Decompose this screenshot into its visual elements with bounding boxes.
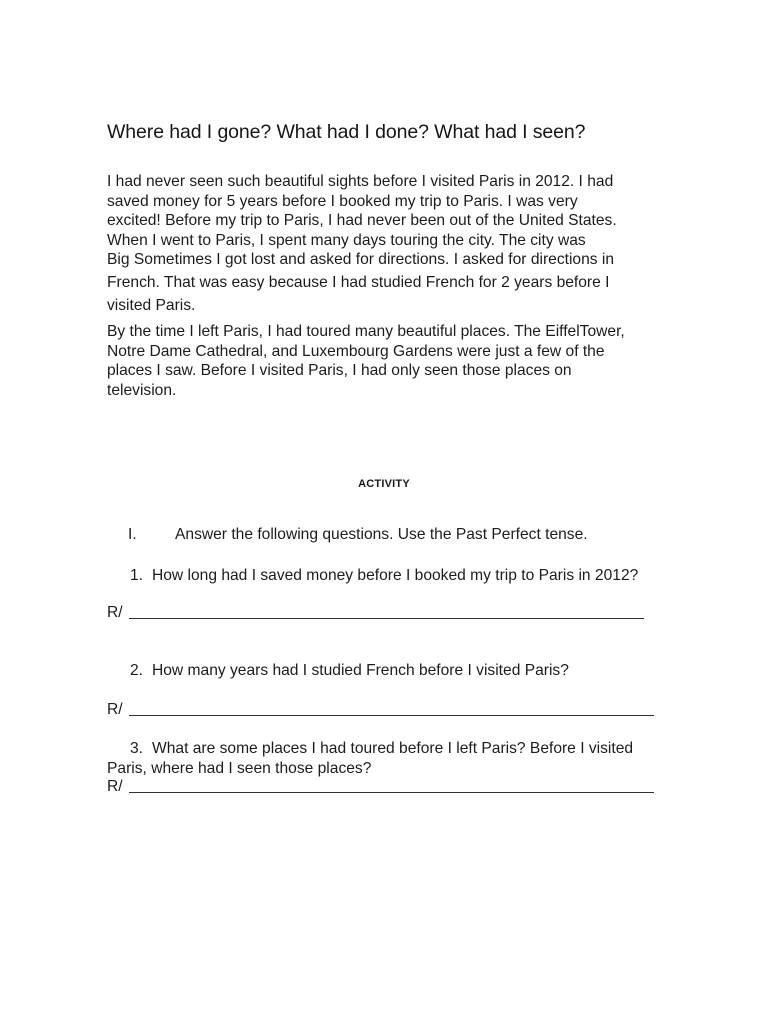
reading-paragraph-1	[107, 172, 647, 315]
answer-line-1[interactable]	[107, 604, 644, 622]
paragraph-line: places I saw. Before I visited Paris, I had only seen those places on	[107, 362, 572, 380]
paragraph-line: saved money for 5 years before I booked my trip to Paris. I was very	[107, 192, 578, 210]
answer-line-2[interactable]	[107, 701, 654, 719]
answer-label: R/	[107, 701, 123, 718]
answer-blank[interactable]	[129, 703, 654, 716]
question-number: 2.	[130, 662, 144, 679]
activity-heading: ACTIVITY	[358, 478, 410, 490]
paragraph-line: Notre Dame Cathedral, and Luxembourg Gardens were just a few of the	[107, 342, 605, 360]
answer-blank[interactable]	[129, 606, 644, 619]
paragraph-line: visited Paris.	[107, 296, 196, 314]
paragraph-line: By the time I left Paris, I had toured many beautiful places. The EiffelTower,	[107, 323, 625, 340]
question-3	[107, 739, 633, 778]
question-1	[130, 566, 638, 586]
question-number: 3.	[130, 740, 144, 757]
document-title: Where had I gone? What had I done? What had I seen?	[107, 121, 586, 143]
paragraph-line: French. That was easy because I had studied French for 2 years before I	[107, 273, 610, 291]
paragraph-line: When I went to Paris, I spent many days touring the city. The city was	[107, 231, 586, 249]
answer-label: R/	[107, 778, 123, 795]
question-text-line-1: What are some places I had toured before I left Paris? Before I visited	[152, 740, 634, 757]
answer-line-3[interactable]	[107, 778, 654, 796]
instruction-number: I.	[128, 526, 137, 543]
answer-blank[interactable]	[129, 780, 654, 793]
paragraph-line: television.	[107, 381, 177, 399]
paragraph-line: Big Sometimes I got lost and asked for directions. I asked for directions in	[107, 251, 615, 269]
paragraph-line: I had never seen such beautiful sights before I visited Paris in 2012. I had	[107, 173, 614, 190]
question-2	[130, 661, 569, 681]
answer-label: R/	[107, 604, 123, 621]
paragraph-line: excited! Before my trip to Paris, I had never been out of the United States.	[107, 212, 617, 230]
question-text: How many years had I studied French before I visited Paris?	[152, 662, 569, 679]
question-number: 1.	[130, 567, 144, 584]
question-text-line-2: Paris, where had I seen those places?	[107, 759, 372, 777]
question-text: How long had I saved money before I booked my trip to Paris in 2012?	[152, 567, 639, 584]
instruction-text: Answer the following questions. Use the Past Perfect tense.	[175, 526, 588, 543]
activity-instruction	[128, 526, 588, 544]
reading-paragraph-2	[107, 322, 647, 400]
